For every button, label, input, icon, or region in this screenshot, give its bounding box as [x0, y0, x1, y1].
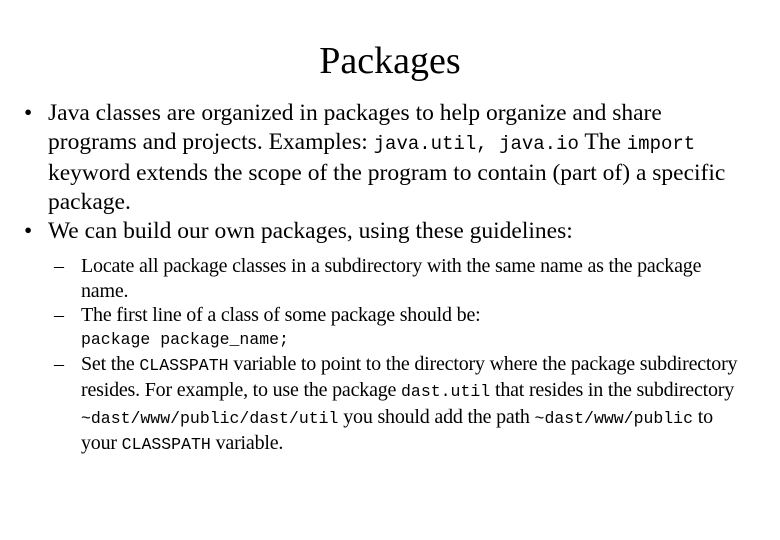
- bullet-text: We can build our own packages, using these guidelines:: [48, 218, 573, 244]
- slide-title: Packages: [319, 40, 461, 82]
- sub-bullet-text: Locate all package classes in a subdirectory with the same name as the package name.: [81, 255, 702, 302]
- code-import: import: [626, 133, 696, 155]
- bullet-java-packages: [22, 99, 752, 217]
- sub-bullet-text: variable to point to the directory where the package subdirectory resides. For example, to use the package: [81, 352, 738, 401]
- sub-bullet-locate: [48, 254, 752, 303]
- bullet-text: keyword extends the scope of the program to contain (part of) a specific package.: [48, 160, 726, 215]
- sub-bullet-text: that resides in the subdirectory: [490, 379, 735, 401]
- bullet-text: Java classes are organized in packages to help organize and share programs and projects. Examples:: [48, 100, 662, 155]
- sub-bullet-text: you should add the path: [338, 405, 535, 428]
- sub-bullet-list: [48, 254, 752, 458]
- sub-bullet-text: variable.: [210, 432, 284, 454]
- sub-bullet-text: to your: [81, 405, 713, 454]
- sub-bullet-text: Set the: [81, 352, 140, 375]
- bullet-list: [22, 99, 752, 458]
- code-examples: java.util, java.io: [373, 133, 579, 155]
- code-public-path: ~dast/www/public: [534, 408, 693, 428]
- sub-bullet-first-line: [48, 303, 752, 352]
- code-classpath: CLASSPATH: [139, 355, 229, 375]
- bullet-text: The: [578, 129, 627, 155]
- code-dast-util: dast.util: [401, 382, 491, 401]
- sub-bullet-text: The first line of a class of some package should be:: [81, 304, 481, 326]
- bullet-build-packages: [22, 217, 752, 458]
- sub-bullet-classpath: [48, 352, 752, 458]
- code-subdirectory-path: ~dast/www/public/dast/util: [81, 408, 339, 428]
- code-classpath: CLASSPATH: [121, 435, 211, 454]
- code-package-line: package package_name;: [81, 329, 289, 349]
